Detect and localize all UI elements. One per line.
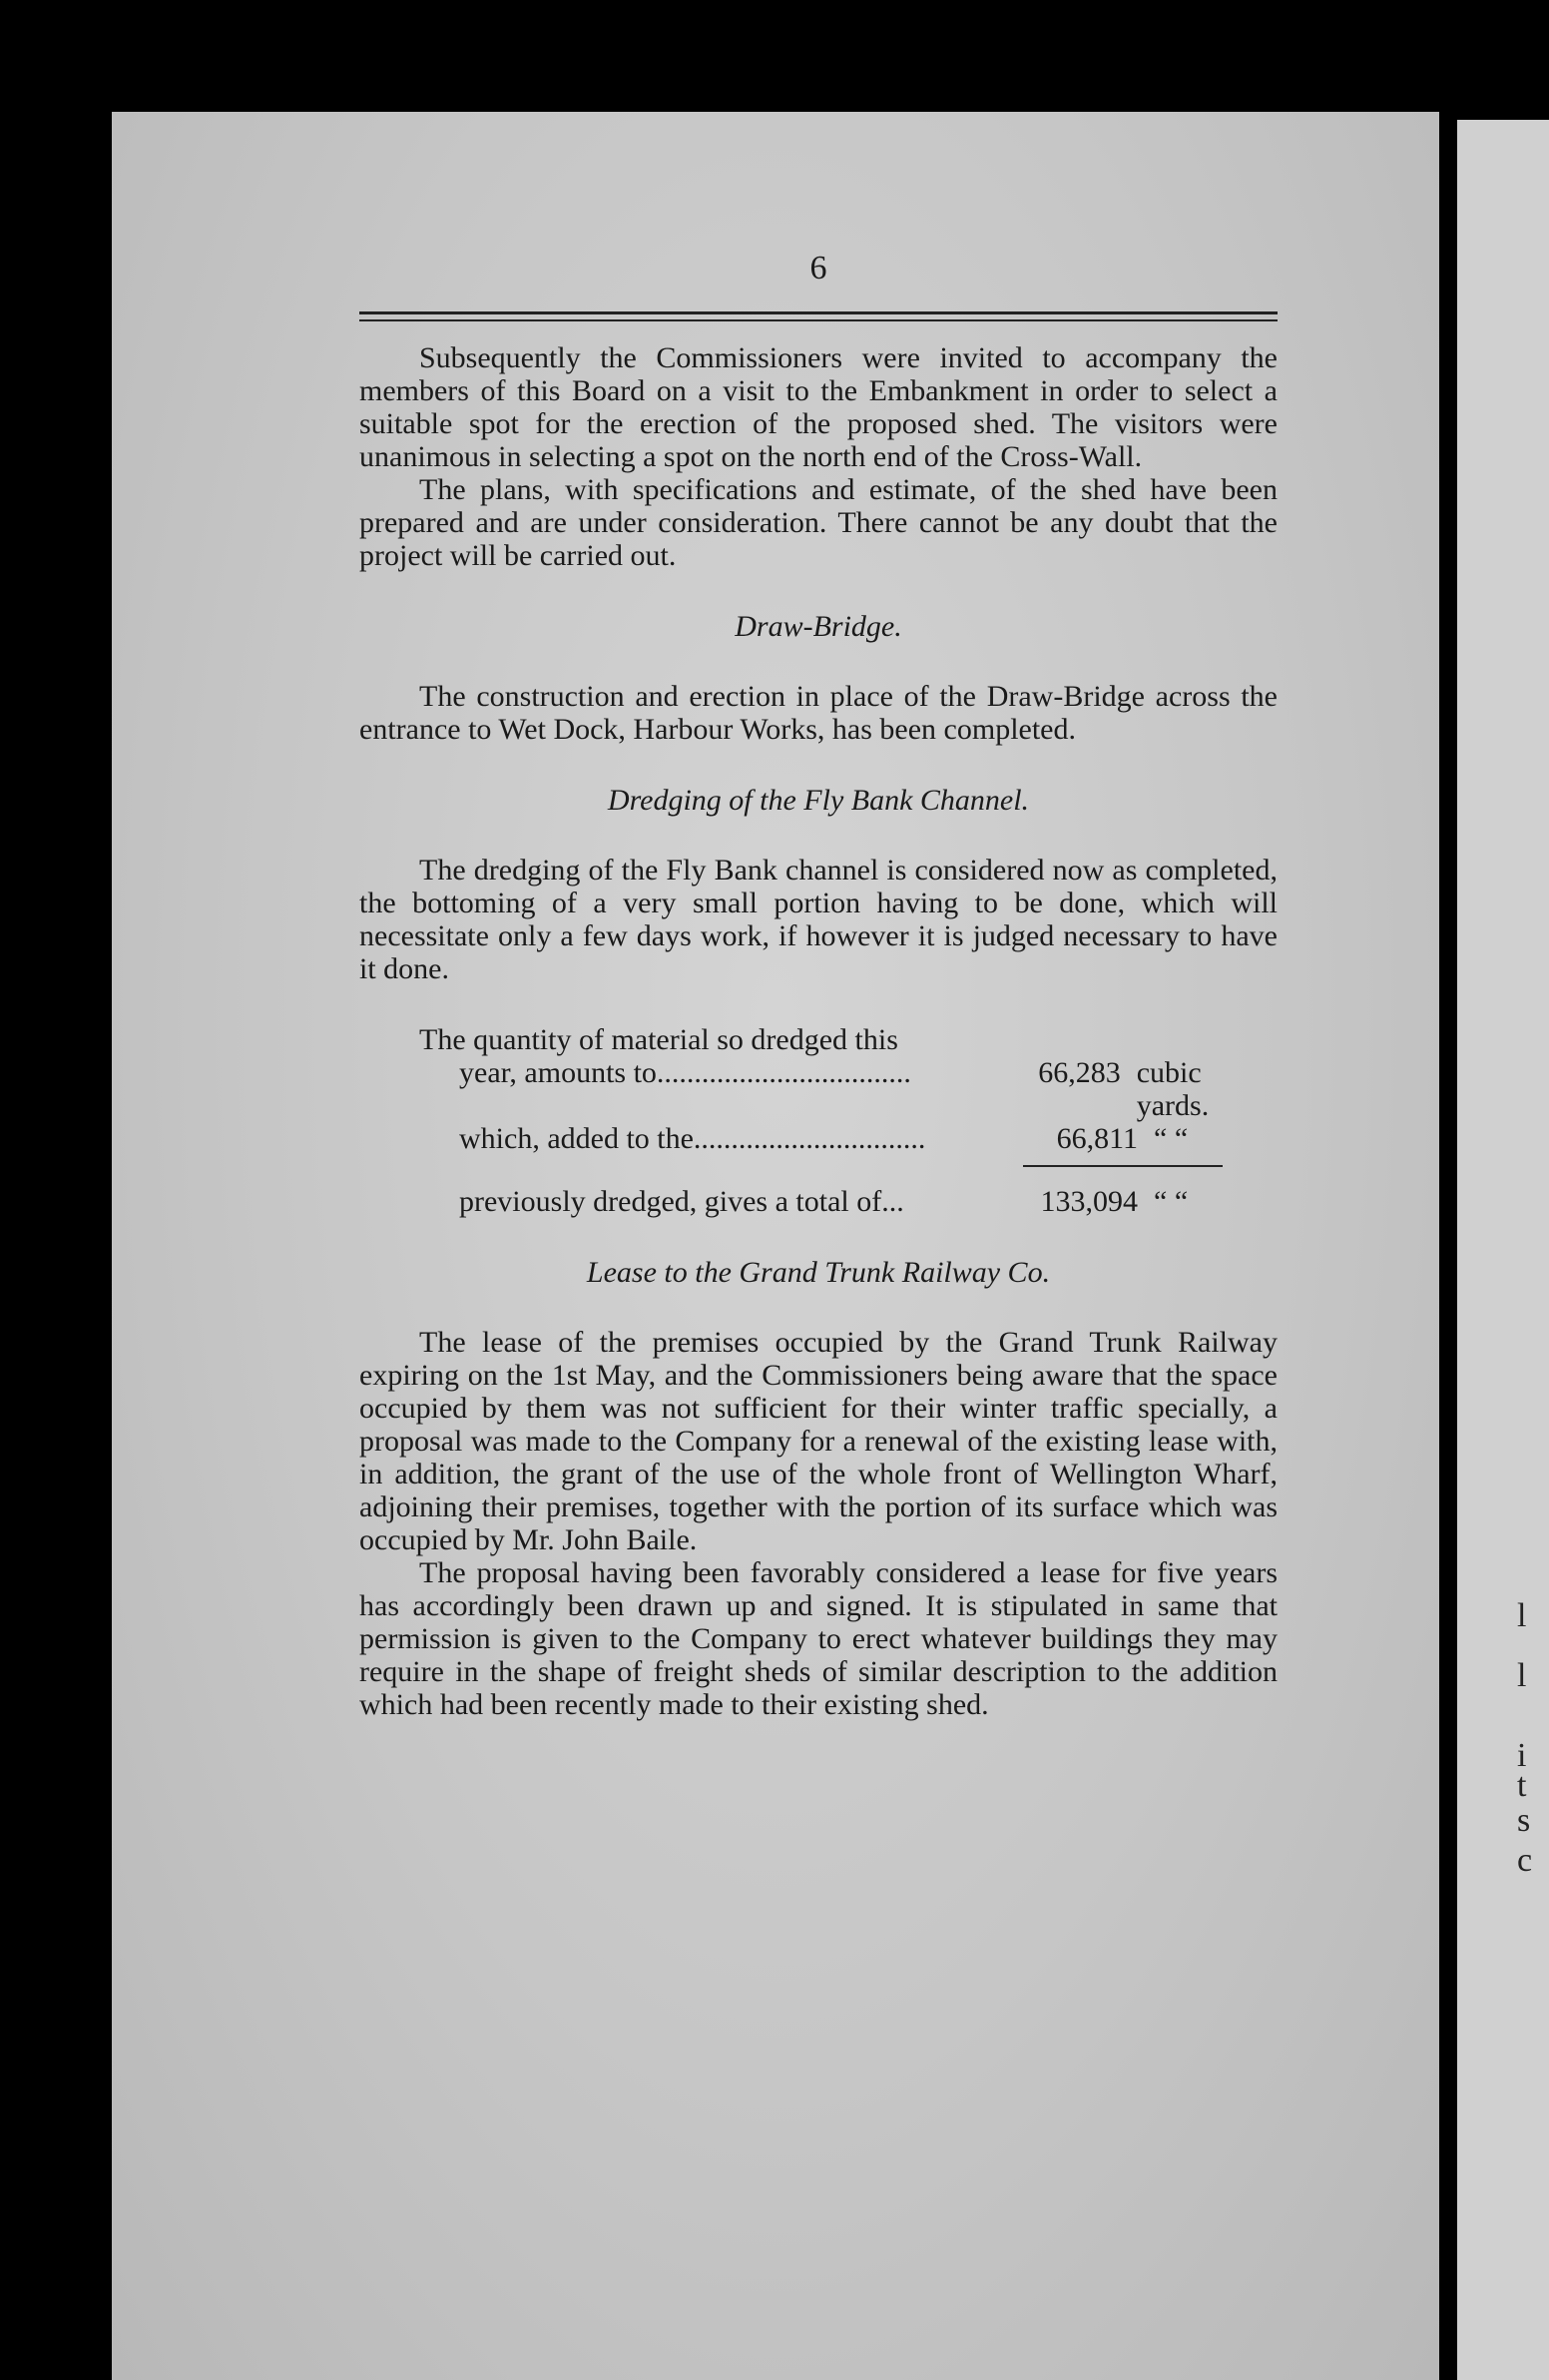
quantity-unit: “ “ [1154, 1185, 1189, 1218]
paragraph-site-selection: Subsequently the Commissioners were invited to accompany the members of this Board on a visit to the Embankment in order to select a suitable spot for the erection of the proposed shed. The visitors were unanimous in selecting a spot on the north end of the Cross-Wall. [359, 341, 1278, 473]
paragraph-shed-plans: The plans, with specifications and estimate, of the shed have been prepared and are under consideration. There cannot be any doubt that the project will be carried out. [359, 473, 1278, 572]
quantity-value: 66,811 [1056, 1122, 1138, 1155]
quantity-row [459, 1122, 1278, 1155]
sum-rule [1023, 1165, 1223, 1167]
quantity-unit: cubic yards. [1136, 1056, 1210, 1122]
margin-fragment: l [1517, 1597, 1527, 1634]
margin-fragment: i [1517, 1737, 1527, 1774]
margin-fragment: l [1517, 1657, 1527, 1694]
margin-fragment: c [1517, 1842, 1533, 1879]
page-content [359, 250, 1278, 1721]
quantity-value: 133,094 [1040, 1185, 1138, 1218]
quantity-total-row [459, 1185, 1278, 1218]
section-heading-lease: Lease to the Grand Trunk Railway Co. [586, 1256, 1051, 1289]
paragraph-lease-signed: The proposal having been favorably considered a lease for five years has accordingly been drawn up and signed. It is stipulated in same that permission is given to the Company to erect whatever buildings they may require in the shape of freight sheds of similar description to the addition which had been recently made to their existing shed. [359, 1556, 1278, 1721]
section-heading-dredging: Dredging of the Fly Bank Channel. [607, 784, 1030, 817]
quantity-unit: “ “ [1154, 1122, 1189, 1155]
quantity-row [459, 1056, 1278, 1122]
quantity-intro: The quantity of material so dredged this [419, 1023, 898, 1056]
section-heading-draw-bridge: Draw-Bridge. [735, 610, 902, 643]
quantity-label: which, added to the............................... [459, 1122, 926, 1155]
header-double-rule [359, 311, 1278, 321]
margin-fragment: s [1517, 1802, 1531, 1839]
adjacent-page-edge [1457, 120, 1549, 2380]
paragraph-dredging: The dredging of the Fly Bank channel is considered now as completed, the bottoming of a very small portion having to be done, which will necessitate only a few days work, if however it is judged necessary to have it done. [359, 854, 1278, 985]
quantity-label: year, amounts to.................................. [459, 1056, 911, 1089]
paragraph-lease: The lease of the premises occupied by the Grand Trunk Railway expiring on the 1st May, and the Commissioners being aware that the space occupied by them was not sufficient for their winter traffic specially, a proposal was made to the Company for a renewal of the existing lease with, in addition, the grant of the use of the whole front of Wellington Wharf, adjoining their premises, together with the portion of its surface which was occupied by Mr. John Baile. [359, 1326, 1278, 1556]
margin-fragment: t [1517, 1767, 1527, 1804]
quantity-value: 66,283 [1038, 1056, 1121, 1089]
dredging-quantity-table [359, 1023, 1278, 1218]
quantity-label: previously dredged, gives a total of... [459, 1185, 904, 1218]
paragraph-draw-bridge: The construction and erection in place of the Draw-Bridge across the entrance to Wet Dock, Harbour Works, has been completed. [359, 680, 1278, 746]
page-number: 6 [809, 250, 827, 287]
